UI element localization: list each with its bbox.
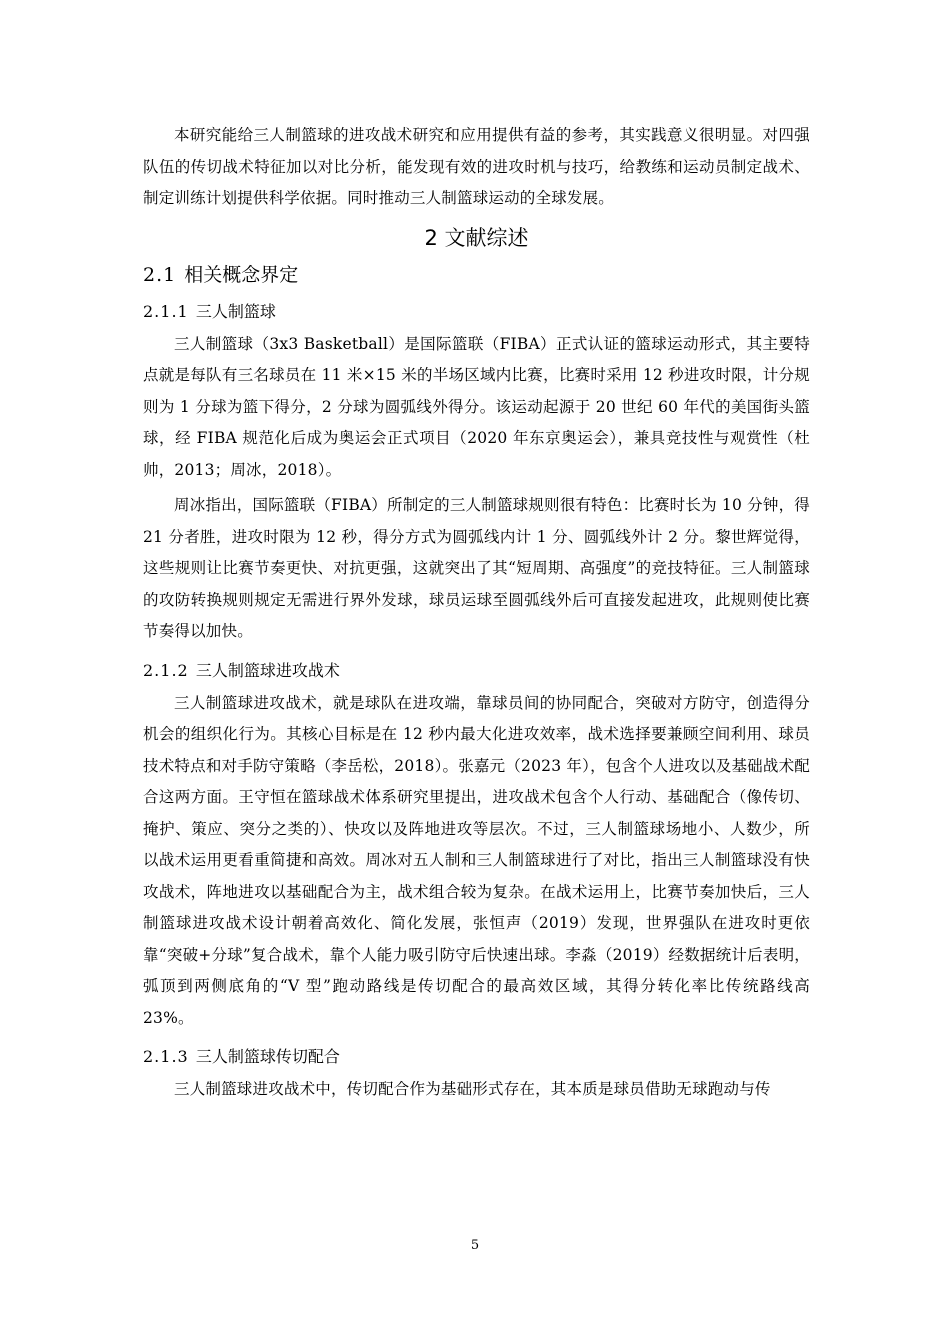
page-number: 5 (470, 1238, 480, 1253)
paragraph-2-1-1-a: 三人制篮球（3x3 Basketball）是国际篮联（FIBA）正式认证的篮球运动形式，其主要特点就是每队有三名球员在 11 米×15 米的半场区域内比赛，比赛时采用 12 秒进攻时限，计分规则为 1 分球为篮下得分，2 分球为圆弧线外得分。该运动起源于 20 世纪 60 年代的美国街头篮球，经 FIBA 规范化后成为奥运会正式项目（2020 年东京奥运会），兼具竞技性与观赏性（杜帅，2013；周冰，2018）。 (143, 334, 810, 479)
section-title: 相关概念界定 (184, 263, 299, 286)
section-heading-2-1-3 (143, 1040, 810, 1074)
paragraph-2-1-2: 三人制篮球进攻战术，就是球队在进攻端，靠球员间的协同配合，突破对方防守，创造得分机会的组织化行为。其核心目标是在 12 秒内最大化进攻效率，战术选择要兼顾空间利用、球员技术特点和对手防守策略（李岳松，2018）。张嘉元（2023 年），包含个人进攻以及基础战术配合这两方面。王守恒在篮球战术体系研究里提出，进攻战术包含个人行动、基础配合（像传切、掩护、策应、突分之类的）、快攻以及阵地进攻等层次。不过，三人制篮球场地小、人数少，所以战术运用更看重简捷和高效。周冰对五人制和三人制篮球进行了对比，指出三人制篮球没有快攻战术，阵地进攻以基础配合为主，战术组合较为复杂。在战术运用上，比赛节奏加快后，三人制篮球进攻战术设计朝着高效化、简化发展，张恒声（2019）发现，世界强队在进攻时更依靠“突破+分球”复合战术，靠个人能力吸引防守后快速出球。李淼（2019）经数据统计后表明，弧顶到两侧底角的“V 型”跑动路线是传切配合的最高效区域，其得分转化率比传统路线高 23%。 (143, 693, 810, 1027)
section-heading-2-1 (143, 257, 810, 293)
paragraph-2-1-1-b: 周冰指出，国际篮联（FIBA）所制定的三人制篮球规则很有特色：比赛时长为 10 分钟，得 21 分者胜，进攻时限为 12 秒，得分方式为圆弧线内计 1 分、圆弧线外计 2 分。黎世辉觉得，这些规则让比赛节奏更快、对抗更强，这就突出了其“短周期、高强度”的竞技特征。三人制篮球的攻防转换规则规定无需进行界外发球，球员运球至圆弧线外后可直接发起进攻，此规则使比赛节奏得以加快。 (143, 496, 810, 640)
page-content (143, 120, 810, 1106)
section-number: 2.1.2 (143, 660, 189, 680)
section-title: 三人制篮球进攻战术 (195, 660, 340, 680)
section-heading-2-1-1 (143, 295, 810, 329)
section-title: 三人制篮球 (195, 301, 276, 321)
section-number: 2.1 (143, 263, 177, 286)
paragraph-2-1-3: 三人制篮球进攻战术中，传切配合作为基础形式存在，其本质是球员借助无球跑动与传 (174, 1080, 771, 1098)
chapter-title: 2 文献综述 (424, 225, 529, 250)
section-number: 2.1.3 (143, 1047, 189, 1066)
section-title: 三人制篮球传切配合 (195, 1047, 340, 1066)
section-number: 2.1.1 (143, 301, 189, 321)
intro-paragraph: 本研究能给三人制篮球的进攻战术研究和应用提供有益的参考，其实践意义很明显。对四强队伍的传切战术特征加以对比分析，能发现有效的进攻时机与技巧，给教练和运动员制定战术、制定训练计划提供科学依据。同时推动三人制篮球运动的全球发展。 (143, 126, 810, 207)
section-heading-2-1-2 (143, 654, 810, 688)
